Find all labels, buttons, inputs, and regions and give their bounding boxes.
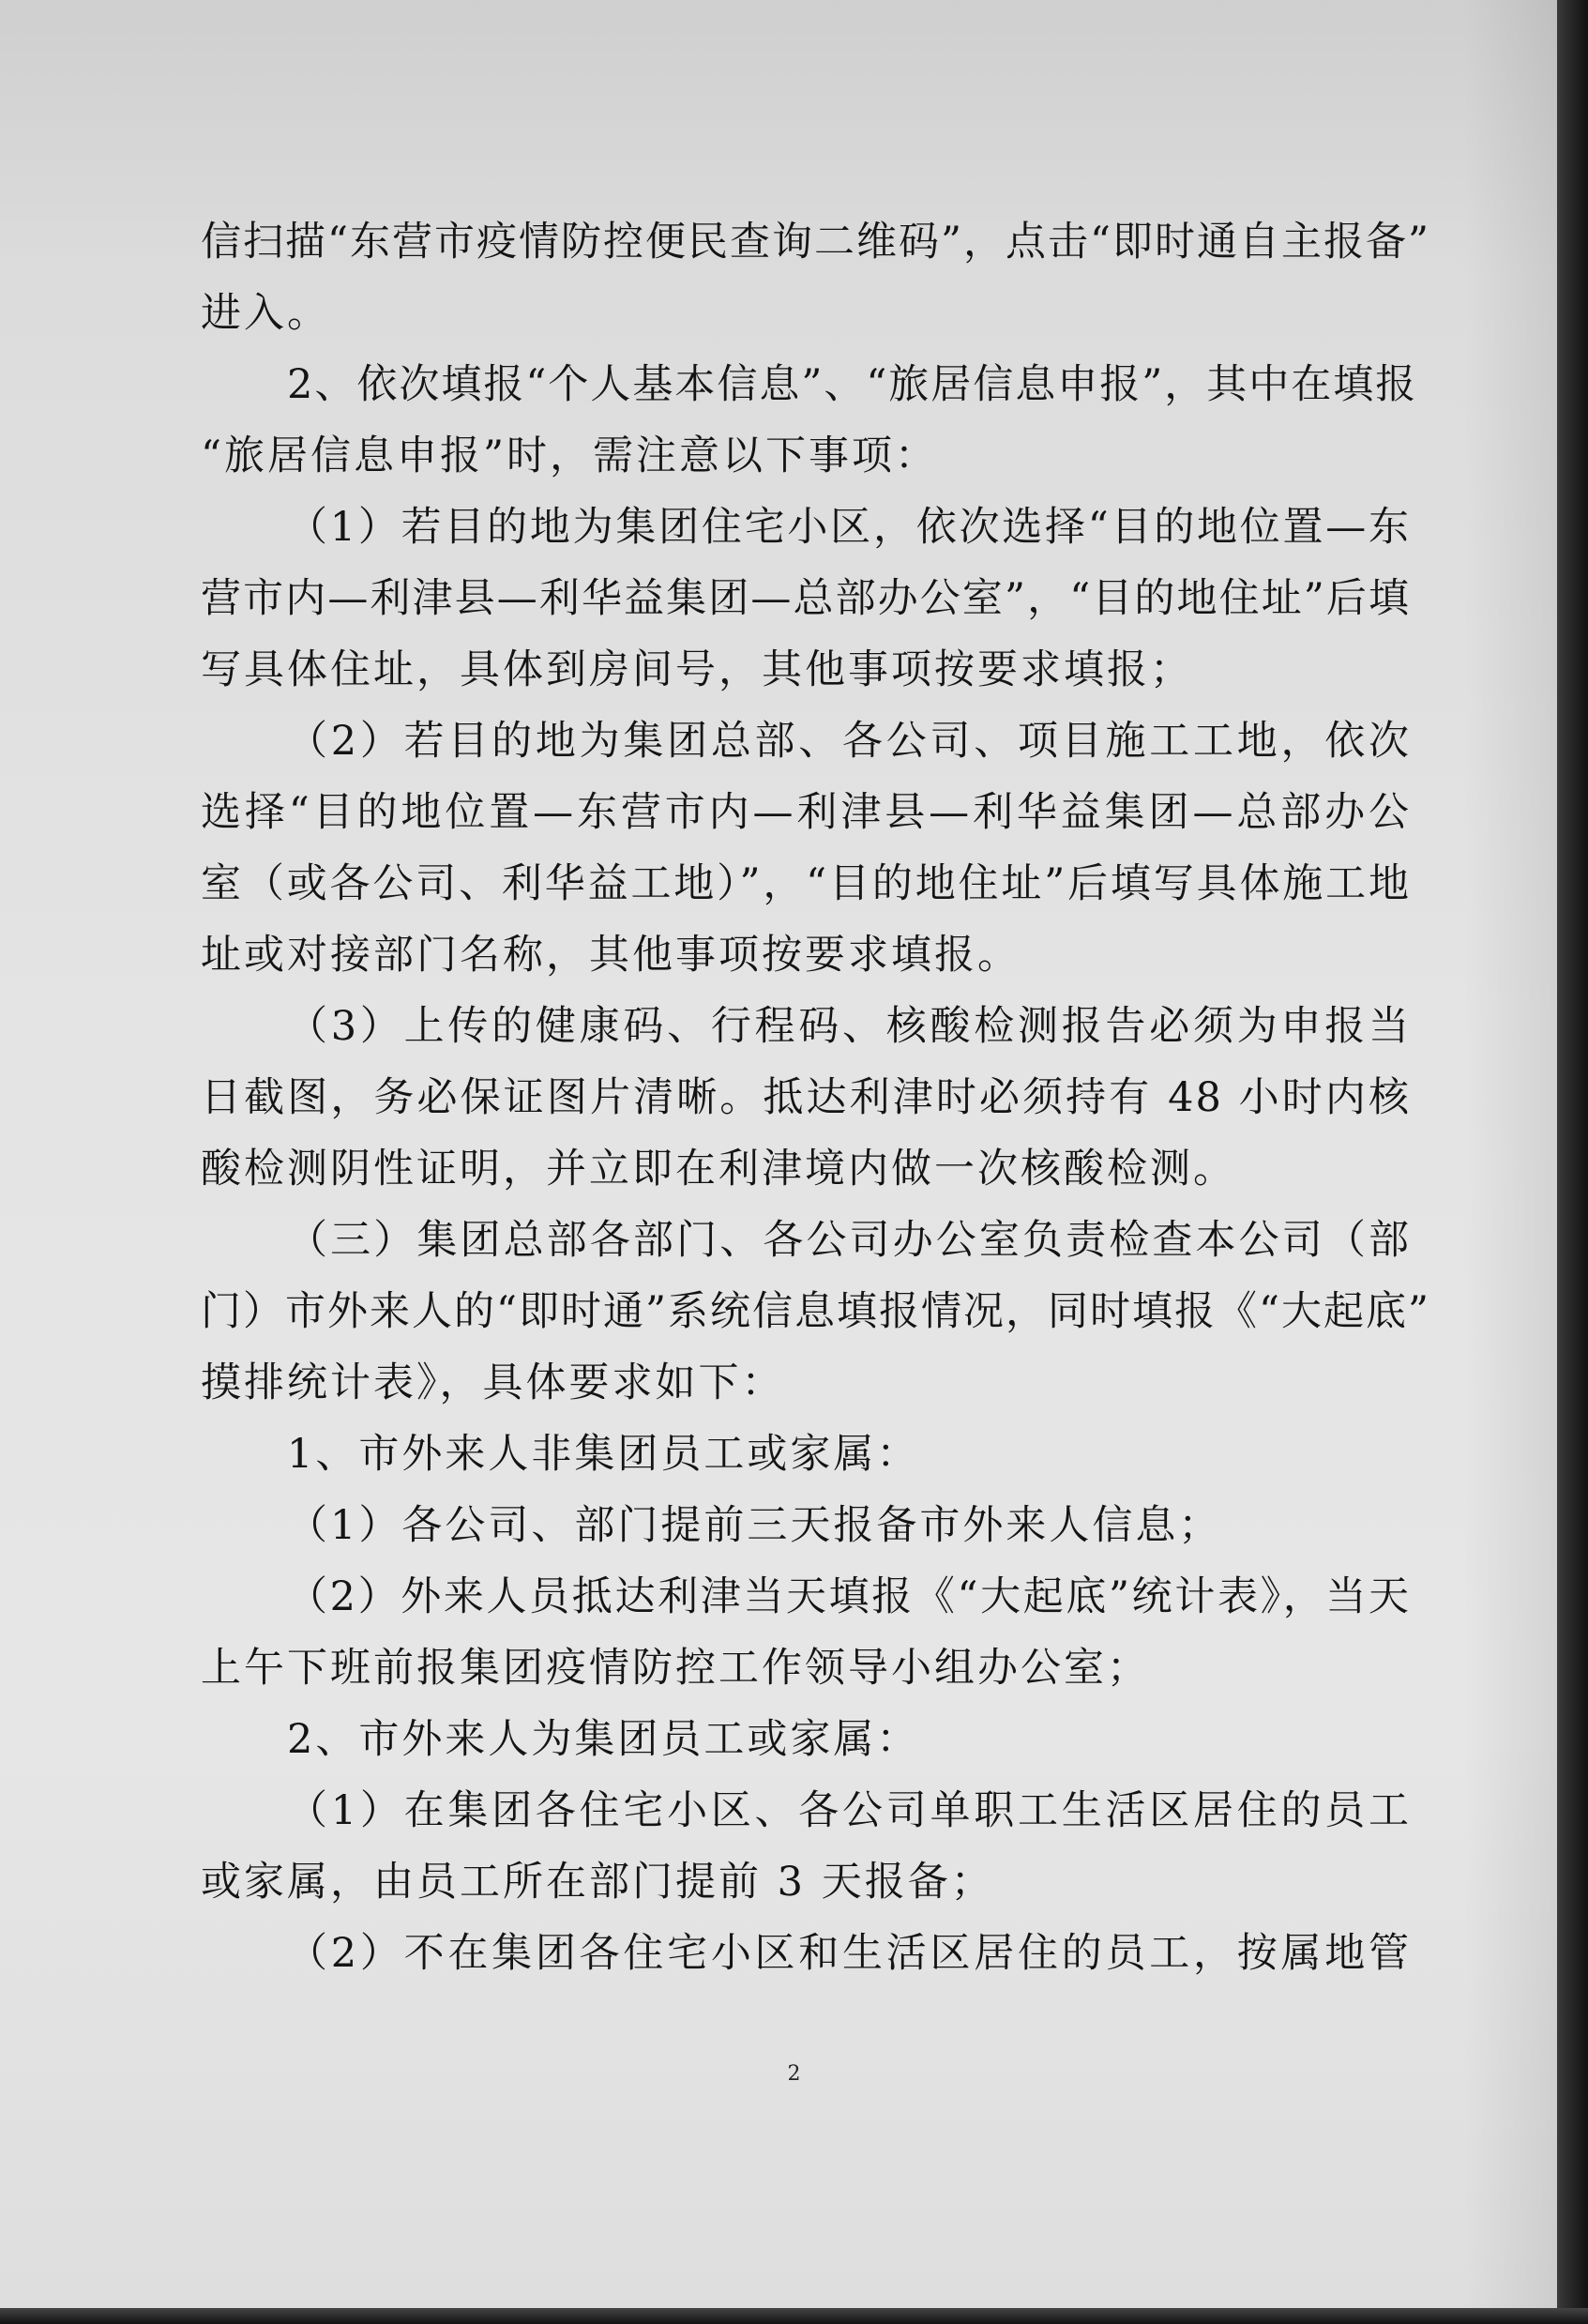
text-line: 门）市外来人的“即时通”系统信息填报情况，同时填报《“大起底” bbox=[201, 1288, 1430, 1335]
scan-edge-shadow-bottom bbox=[0, 2308, 1588, 2324]
text-line: 或家属，由员工所在部门提前 3 天报备； bbox=[201, 1859, 994, 1906]
text-line: 酸检测阴性证明，并立即在利津境内做一次核酸检测。 bbox=[201, 1146, 1236, 1192]
text-line: （1）各公司、部门提前三天报备市外来人信息； bbox=[287, 1502, 1222, 1549]
text-line: 上午下班前报集团疫情防控工作领导小组办公室； bbox=[201, 1645, 1150, 1692]
text-line: 2、市外来人为集团员工或家属： bbox=[287, 1716, 920, 1763]
text-line: （3）上传的健康码、行程码、核酸检测报告必须为申报当 bbox=[287, 1003, 1411, 1050]
text-line: 室（或各公司、利华益工地）”，“目的地住址”后填写具体施工地 bbox=[201, 860, 1411, 907]
text-line: 址或对接部门名称，其他事项按要求填报。 bbox=[201, 932, 1021, 979]
scan-edge-shadow-right bbox=[1557, 0, 1588, 2324]
text-line: （2）外来人员抵达利津当天填报《“大起底”统计表》，当天 bbox=[287, 1573, 1411, 1620]
text-line: 写具体住址，具体到房间号，其他事项按要求填报； bbox=[201, 646, 1193, 693]
page-number: 2 bbox=[787, 2062, 801, 2086]
text-line: 信扫描“东营市疫情防控便民查询二维码”，点击“即时通自主报备” bbox=[201, 219, 1430, 266]
text-line: 1、市外来人非集团员工或家属： bbox=[287, 1431, 920, 1478]
text-line: 选择“目的地位置—东营市内—利津县—利华益集团—总部办公 bbox=[201, 789, 1411, 836]
text-line: （2）不在集团各住宅小区和生活区居住的员工，按属地管 bbox=[287, 1930, 1411, 1977]
document-body bbox=[201, 206, 1430, 1989]
text-line: 营市内—利津县—利华益集团—总部办公室”，“目的地住址”后填 bbox=[201, 575, 1411, 622]
text-line: 日截图，务必保证图片清晰。抵达利津时必须持有 48 小时内核 bbox=[201, 1074, 1411, 1121]
text-line: “旅居信息申报”时，需注意以下事项： bbox=[201, 433, 938, 479]
text-line: （1）若目的地为集团住宅小区，依次选择“目的地位置—东 bbox=[287, 504, 1411, 551]
text-line: 2、依次填报“个人基本信息”、“旅居信息申报”，其中在填报 bbox=[287, 361, 1418, 408]
text-line: （1）在集团各住宅小区、各公司单职工生活区居住的员工 bbox=[287, 1787, 1411, 1834]
page-binding-shadow bbox=[1463, 0, 1557, 2308]
text-line: （三）集团总部各部门、各公司办公室负责检查本公司（部 bbox=[287, 1217, 1411, 1264]
text-line: 摸排统计表》，具体要求如下： bbox=[201, 1359, 785, 1406]
text-line: 进入。 bbox=[201, 290, 330, 337]
text-line: （2）若目的地为集团总部、各公司、项目施工工地，依次 bbox=[287, 718, 1411, 765]
